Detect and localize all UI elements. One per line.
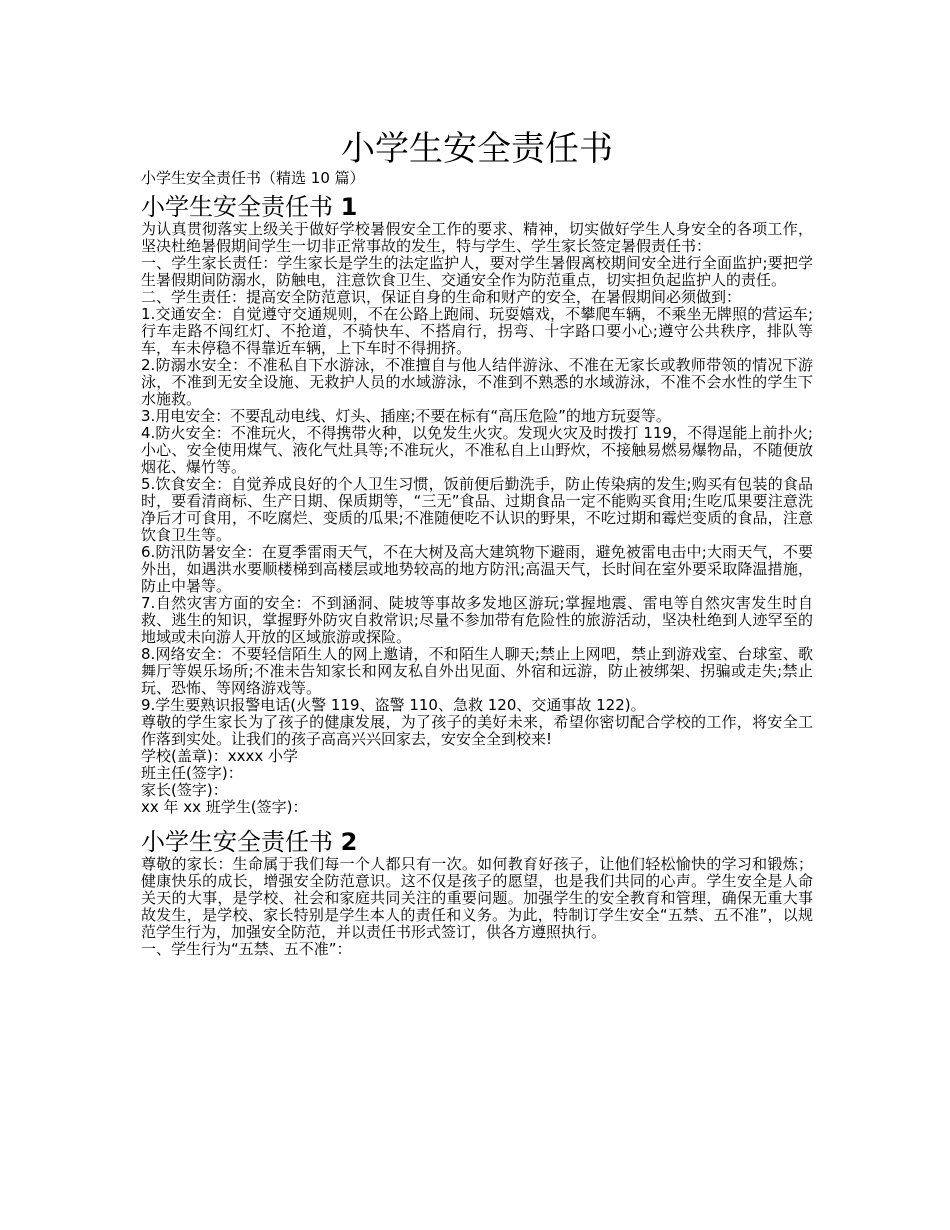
paragraph: 2.防溺水安全：不准私自下水游泳，不准擅自与他人结伴游泳、不准在无家长或教师带领的情况下游泳，不准到无安全设施、无救护人员的水域游泳，不准到不熟悉的水域游泳，不准不会水性的学生下水施救。 [141,356,813,408]
paragraph: 二、学生责任：提高安全防范意识，保证自身的生命和财产的安全，在暑假期间必须做到： [141,288,742,306]
paragraph: 9.学生要熟识报警电话(火警 119、盗警 110、急救 120、交通事故 122)。 [141,696,646,714]
document-title: 小学生安全责任书 [341,129,613,169]
paragraph: 一、学生家长责任：学生家长是学生的法定监护人，要对学生暑假离校期间安全进行全面监护;要把学生暑假期间防溺水，防触电，注意饮食卫生、交通安全作为防范重点，切实担负起监护人的责任。 [141,254,813,289]
paragraph: 6.防汛防暑安全：在夏季雷雨天气，不在大树及高大建筑物下避雨，避免被雷电击中;大雨天气，不要外出，如遇洪水要顺楼梯到高楼层或地势较高的地方防汛;高温天气，长时间在室外要采取降温措施，防止中暑等。 [141,543,813,595]
section-heading-text: 小学生安全责任书 [141,193,333,221]
paragraph: 7.自然灾害方面的安全：不到涵洞、陡坡等事故多发地区游玩;掌握地震、雷电等自然灾害发生时自救、逃生的知识，掌握野外防灾自救常识;尽量不参加带有危险性的旅游活动，坚决杜绝到人迹罕至的地域或未向游人开放的区域旅游或探险。 [141,594,813,646]
section-heading [141,193,813,221]
section-heading-text: 小学生安全责任书 [141,828,333,856]
paragraph: 为认真贯彻落实上级关于做好学校暑假安全工作的要求、精神，切实做好学生人身安全的各项工作，坚决杜绝暑假期间学生一切非正常事故的发生，特与学生、学生家长签定暑假责任书： [141,220,813,255]
paragraph: 5.饮食安全：自觉养成良好的个人卫生习惯，饭前便后勤洗手，防止传染病的发生;购买有包装的食品时，要看清商标、生产日期、保质期等，“三无”食品、过期食品一定不能购买食用;生吃瓜果要注意洗净后才可食用，不吃腐烂、变质的瓜果;不准随便吃不认识的野果，不吃过期和霉烂变质的食品，注意饮食卫生等。 [141,475,813,544]
section-2 [141,828,813,958]
paragraph: 4.防火安全：不准玩火，不得携带火种，以免发生火灾。发现火灾及时拨打 119，不得逞能上前扑火;小心、安全使用煤气、液化气灶具等;不准玩火，不准私自上山野炊，不接触易燃易爆物品，不随便放烟花、爆竹等。 [141,424,813,476]
section-1 [141,193,813,816]
section-heading [141,828,813,856]
section-heading-number: 2 [340,828,358,856]
paragraph: 一、学生行为“五禁、五不准”： [141,940,352,958]
document-page [141,128,813,958]
section-heading-number: 1 [340,193,358,221]
paragraph: 尊敬的家长：生命属于我们每一个人都只有一次。如何教育好孩子，让他们轻松愉快的学习和锻炼；健康快乐的成长，增强安全防范意识。这不仅是孩子的愿望，也是我们共同的心声。学生安全是人命关天的大事，是学校、社会和家庭共同关注的重要问题。加强学生的安全教育和管理，确保无重大事故发生，是学校、家长特别是学生本人的责任和义务。为此，特制订学生安全“五禁、五不准”，以规范学生行为，加强安全防范，并以责任书形式签订，供各方遵照执行。 [141,855,813,941]
paragraph: 班主任(签字)： [141,764,243,782]
paragraph: 学校(盖章)：xxxx 小学 [141,747,298,765]
paragraph: 1.交通安全：自觉遵守交通规则，不在公路上跑闹、玩耍嬉戏，不攀爬车辆，不乘坐无牌照的营运车;行车走路不闯红灯、不抢道，不骑快车、不搭肩行，拐弯、十字路口要小心;遵守公共秩序，排队等车，车未停稳不得靠近车辆，上下车时不得拥挤。 [141,305,813,357]
paragraph: 尊敬的学生家长为了孩子的健康发展，为了孩子的美好未来，希望你密切配合学校的工作，将安全工作落到实处。让我们的孩子高高兴兴回家去，安安全全到校来! [141,713,813,748]
paragraph: 8.网络安全：不要轻信陌生人的网上邀请，不和陌生人聊天;禁止上网吧，禁止到游戏室、台球室、歌舞厅等娱乐场所;不准未告知家长和网友私自外出见面、外宿和远游，防止被绑架、拐骗或走失;禁止玩、恐怖、等网络游戏等。 [141,645,813,697]
paragraph: 家长(签字)： [141,781,228,799]
paragraph: 3.用电安全：不要乱动电线、灯头、插座;不要在标有“高压危险”的地方玩耍等。 [141,407,671,425]
document-subtitle: 小学生安全责任书（精选 10 篇） [141,169,365,187]
sections-container [141,193,813,958]
paragraph: xx 年 xx 班学生(签字)： [141,798,308,816]
